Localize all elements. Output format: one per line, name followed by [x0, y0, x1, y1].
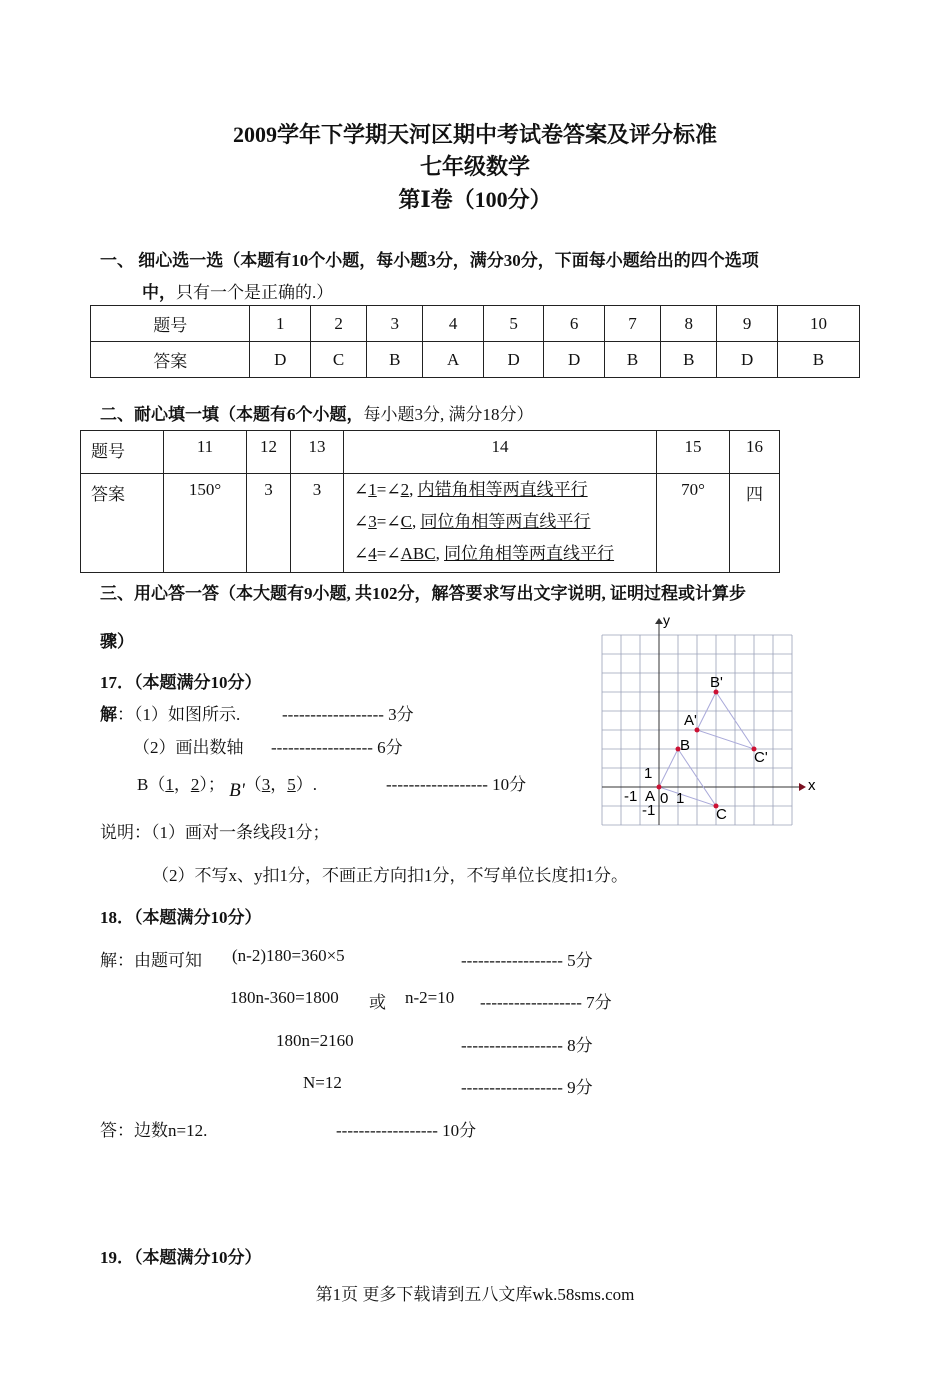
label-B: B [680, 737, 691, 754]
page-footer: 第1页 更多下载请到五八文库wk.58sms.com [315, 1285, 635, 1304]
coord-comma: ， [173, 775, 191, 794]
q18-l1-score: ------------------ 5分 [461, 951, 593, 970]
origin-label: 0 [660, 790, 669, 807]
section3-heading-line2: 骤） [100, 632, 134, 651]
page-subtitle: 七年级数学 [419, 154, 530, 179]
x-axis-arrow [799, 783, 806, 791]
point-A [657, 785, 662, 790]
coordinate-figure [596, 612, 826, 832]
table-cell: 12 [247, 431, 291, 474]
table-cell: C [310, 342, 366, 378]
coord-bprime-label: B' [229, 780, 245, 801]
q17-title: 17．（本题满分10分） [100, 673, 262, 692]
coord-b-y: 2 [190, 775, 200, 794]
section3-heading: 三、用心答一答（本大题有9小题, 共102分，解答要求写出文字说明, 证明过程或计算步 [100, 584, 746, 603]
table-cell: 150° [164, 474, 247, 573]
sep: , [435, 544, 445, 563]
section1-heading-line2 [142, 278, 333, 303]
coord-b-x: 1 [165, 775, 174, 794]
answer-14-line [354, 538, 656, 570]
answer-14-cell [344, 474, 657, 573]
table-cell: D [544, 342, 605, 378]
tick-one-x: 1 [676, 790, 685, 807]
section1-answer-table [90, 305, 860, 378]
page-title: 2009学年下学期天河区期中考试卷答案及评分标准 [232, 122, 717, 147]
q18-title: 18．（本题满分10分） [100, 908, 262, 927]
q17-line1 [100, 700, 240, 725]
table-cell: 3 [247, 474, 291, 573]
coord-bp-x: 3 [261, 775, 271, 794]
reason: 同位角相等两直线平行 [420, 512, 591, 531]
q18-l3-a: 180n=2160 [276, 1031, 354, 1050]
table-cell: 2 [310, 306, 366, 342]
label-B-prime: B' [710, 674, 723, 691]
q18-l4-a: N=12 [303, 1073, 342, 1092]
table-cell: D [483, 342, 544, 378]
table-cell: 5 [483, 306, 544, 342]
triangle-abc-prime [697, 692, 754, 749]
table-cell: 题号 [81, 431, 164, 474]
q18-l1-a: 解：由题可知 [100, 951, 202, 970]
reason: 同位角相等两直线平行 [444, 544, 615, 563]
table-cell: 3 [291, 474, 344, 573]
table-cell: B [661, 342, 717, 378]
angle-eq: =∠ [376, 480, 401, 499]
table-cell: 11 [164, 431, 247, 474]
label-C-prime: C' [754, 749, 768, 766]
table-cell: 10 [777, 306, 859, 342]
table-cell: 7 [604, 306, 660, 342]
section2-answer-table [80, 430, 780, 573]
solution-label: 解 [100, 705, 117, 724]
angle-a: 1 [368, 480, 377, 499]
table-cell: B [604, 342, 660, 378]
y-axis-arrow [655, 618, 663, 624]
label-A: A [645, 788, 656, 805]
q18-l2-b: n-2=10 [405, 988, 455, 1007]
axis-y-label: y [663, 612, 670, 628]
q17-note1: 说明：（1）画对一条线段1分； [100, 823, 330, 842]
angle-eq: =∠ [376, 512, 401, 531]
table-cell: 6 [544, 306, 605, 342]
q17-line2-score: ------------------ 6分 [271, 738, 403, 757]
section2-heading-bold: 二、耐心填一填（本题有6个小题， [100, 405, 364, 424]
q18-l2-score: ------------------ 7分 [480, 993, 612, 1012]
table-cell: B [367, 342, 423, 378]
table-cell: 题号 [91, 306, 250, 342]
table-cell: 14 [344, 431, 657, 474]
axis-x-label: x [808, 777, 816, 794]
sep: , [409, 480, 418, 499]
coord-comma: ， [270, 775, 288, 794]
q17-line2-text: （2）画出数轴 [133, 738, 244, 757]
q17-line1-score: ------------------ 3分 [282, 705, 414, 724]
coord-bp-y: 5 [287, 775, 296, 794]
table-row [81, 474, 780, 573]
coord-bp-close: ）. [295, 775, 318, 794]
q18-l3-score: ------------------ 8分 [461, 1036, 593, 1055]
angle-symbol: ∠ [354, 480, 369, 499]
table-cell: 4 [423, 306, 484, 342]
table-cell: 3 [367, 306, 423, 342]
table-cell: 9 [717, 306, 778, 342]
table-cell: 四 [730, 474, 780, 573]
table-cell: 13 [291, 431, 344, 474]
table-row [91, 342, 860, 378]
table-cell: 答案 [91, 342, 250, 378]
q17-note2: （2）不写x、y扣1分，不画正方向扣1分，不写单位长度扣1分。 [152, 866, 628, 885]
answer-14-line [354, 474, 656, 506]
coord-b-open: B（ [137, 775, 166, 794]
section1-heading-line2-rest: 只有一个是正确的.） [176, 283, 334, 302]
q18-answer-score: ------------------ 10分 [336, 1121, 477, 1140]
q18-l2-a: 180n-360=1800 [230, 988, 339, 1007]
q18-l4-score: ------------------ 9分 [461, 1078, 593, 1097]
angle-eq: =∠ [376, 544, 401, 563]
table-row [91, 306, 860, 342]
table-cell: D [250, 342, 311, 378]
table-cell: A [423, 342, 484, 378]
table-cell: 16 [730, 431, 780, 474]
angle-a: 3 [368, 512, 377, 531]
paper-label: 第Ⅰ卷（100分） [398, 187, 552, 212]
angle-b: ABC [400, 544, 436, 563]
angle-symbol: ∠ [354, 512, 369, 531]
table-cell: 8 [661, 306, 717, 342]
section1-heading: 一、 细心选一选（本题有10个小题，每小题3分，满分30分，下面每小题给出的四个选项 [100, 251, 759, 270]
q17-line3-score: ------------------ 10分 [386, 775, 527, 794]
label-A-prime: A' [684, 712, 697, 729]
table-row [81, 431, 780, 474]
table-cell: 70° [657, 474, 730, 573]
section2-heading [100, 400, 534, 425]
tick-one-y: 1 [644, 765, 653, 782]
q17-line1-text: ：（1）如图所示. [117, 705, 241, 724]
table-cell: 15 [657, 431, 730, 474]
q18-answer: 答：边数n=12. [100, 1121, 208, 1140]
section2-heading-rest: 每小题3分, 满分18分） [363, 405, 534, 424]
section1-heading-line2-bold: 中， [142, 283, 176, 302]
coord-bp-open: （ [244, 775, 262, 794]
table-cell: 1 [250, 306, 311, 342]
sep: , [411, 512, 421, 531]
q18-l1-b: (n-2)180=360×5 [232, 946, 345, 965]
reason: 内错角相等两直线平行 [417, 480, 588, 499]
table-cell: 答案 [81, 474, 164, 573]
angle-b: C [400, 512, 412, 531]
tick-neg-x: -1 [624, 788, 638, 805]
label-C: C [716, 806, 727, 823]
q18-l2-or: 或 [369, 993, 386, 1012]
table-cell: D [717, 342, 778, 378]
tick-neg-y: -1 [642, 802, 656, 819]
table-cell: B [777, 342, 859, 378]
q17-line3 [137, 770, 318, 801]
answer-14-line [354, 506, 656, 538]
angle-b: 2 [400, 480, 410, 499]
coord-b-close: ）； [199, 775, 225, 794]
angle-symbol: ∠ [354, 544, 369, 563]
q19-title: 19．（本题满分10分） [100, 1248, 262, 1267]
angle-a: 4 [368, 544, 377, 563]
